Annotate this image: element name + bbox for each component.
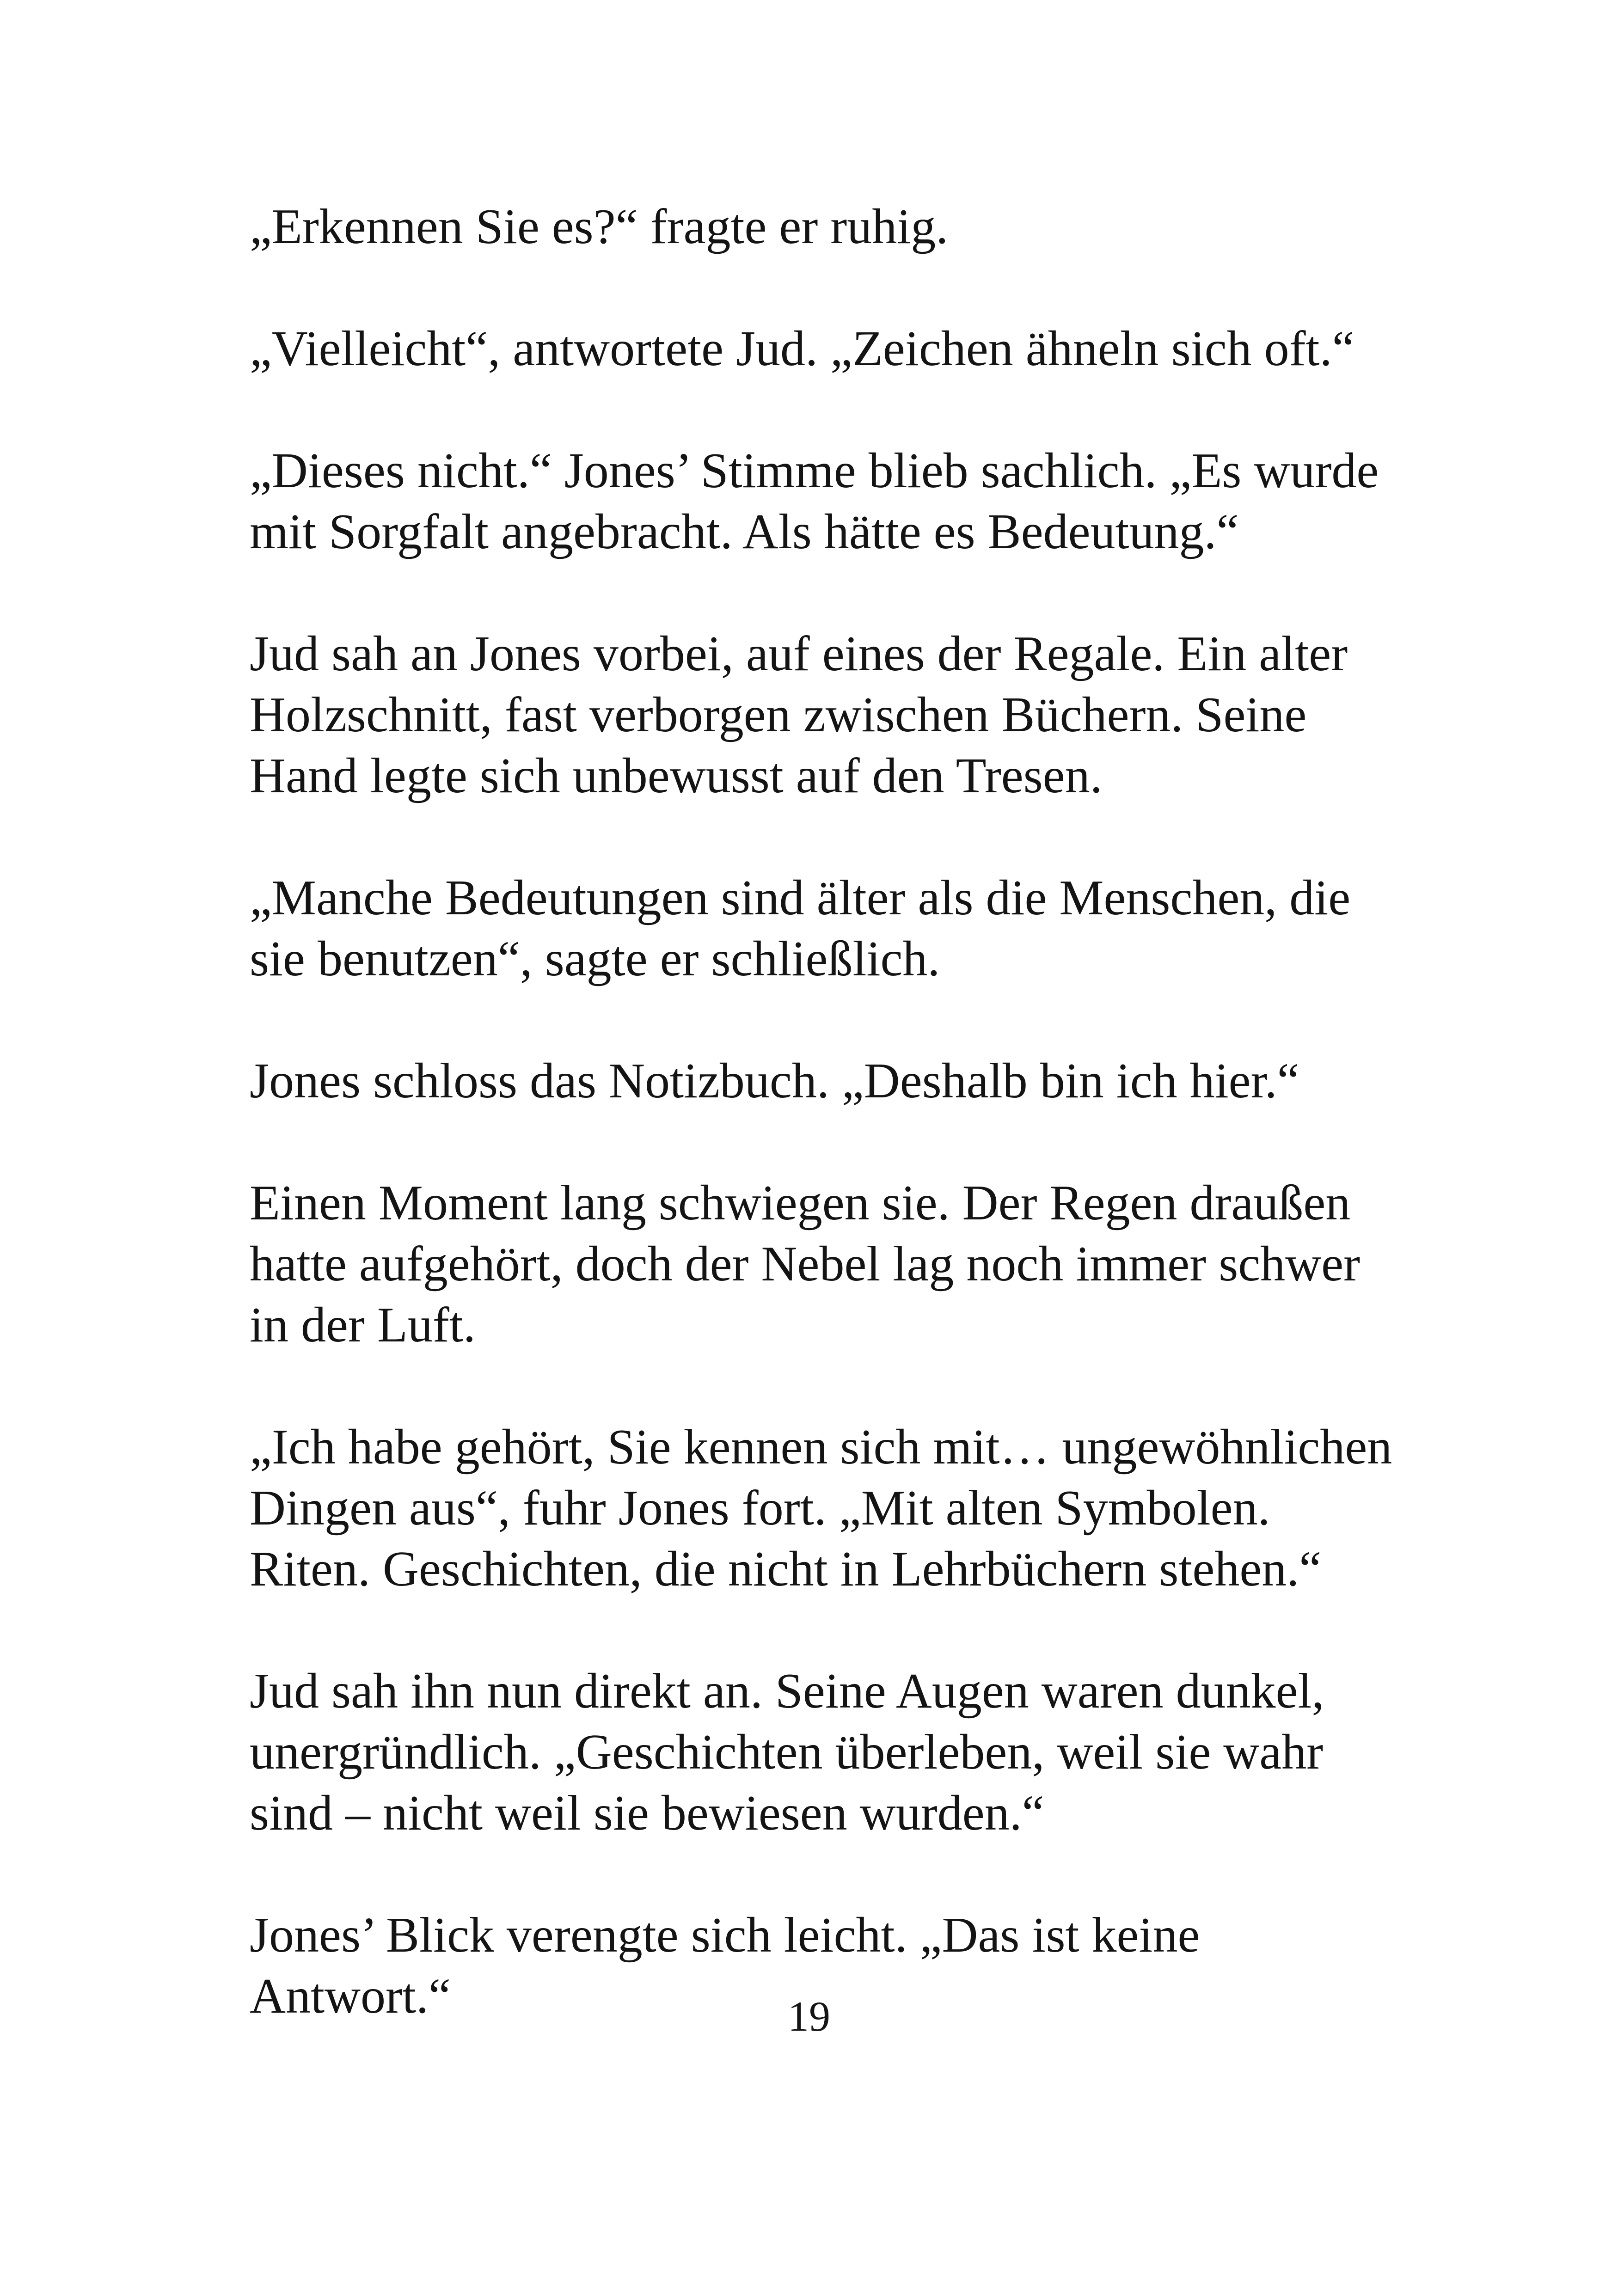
text-line: mit Sorgfalt angebracht. Als hätte es Bedeutung.“ [250, 504, 1239, 559]
text-line: sie benutzen“, sagte er schließlich. [250, 931, 940, 986]
text-line: „Vielleicht“, antwortete Jud. „Zeichen ähneln sich oft.“ [250, 321, 1354, 376]
text-line: Dingen aus“, fuhr Jones fort. „Mit alten Symbolen. [250, 1481, 1270, 1536]
text-line: Holzschnitt, fast verborgen zwischen Büchern. Seine [250, 687, 1307, 742]
text-line: Antwort.“ [250, 1969, 451, 2024]
text-line: Riten. Geschichten, die nicht in Lehrbüchern stehen.“ [250, 1542, 1322, 1597]
text-line: Jud sah ihn nun direkt an. Seine Augen waren dunkel, [250, 1664, 1324, 1719]
text-line: Hand legte sich unbewusst auf den Tresen. [250, 748, 1103, 803]
paragraph [250, 318, 1498, 380]
paragraph [250, 1051, 1498, 1112]
text-line: sind – nicht weil sie bewiesen wurden.“ [250, 1786, 1044, 1841]
paragraph [250, 1661, 1498, 1844]
text-line: „Erkennen Sie es?“ fragte er ruhig. [250, 199, 949, 254]
text-line: unergründlich. „Geschichten überleben, weil sie wahr [250, 1725, 1324, 1780]
paragraph [250, 441, 1498, 563]
text-line: Jud sah an Jones vorbei, auf eines der Regale. Ein alter [250, 626, 1348, 681]
text-line: „Manche Bedeutungen sind älter als die Menschen, die [250, 870, 1351, 925]
paragraph [250, 868, 1498, 990]
page-number: 19 [788, 1993, 830, 2040]
text-line: „Ich habe gehört, Sie kennen sich mit… ungewöhnlichen [250, 1420, 1392, 1475]
paragraph [250, 624, 1498, 807]
paragraph [250, 196, 1498, 257]
paragraph [250, 1417, 1498, 1600]
text-line: in der Luft. [250, 1298, 476, 1353]
paragraph [250, 1173, 1498, 1356]
text-line: Einen Moment lang schwiegen sie. Der Regen draußen [250, 1176, 1351, 1231]
text-line: Jones’ Blick verengte sich leicht. „Das ist keine [250, 1908, 1200, 1963]
body-text [250, 196, 1498, 2088]
text-line: hatte aufgehört, doch der Nebel lag noch immer schwer [250, 1237, 1361, 1292]
text-line: Jones schloss das Notizbuch. „Deshalb bin ich hier.“ [250, 1053, 1299, 1108]
text-line: „Dieses nicht.“ Jones’ Stimme blieb sachlich. „Es wurde [250, 443, 1379, 498]
